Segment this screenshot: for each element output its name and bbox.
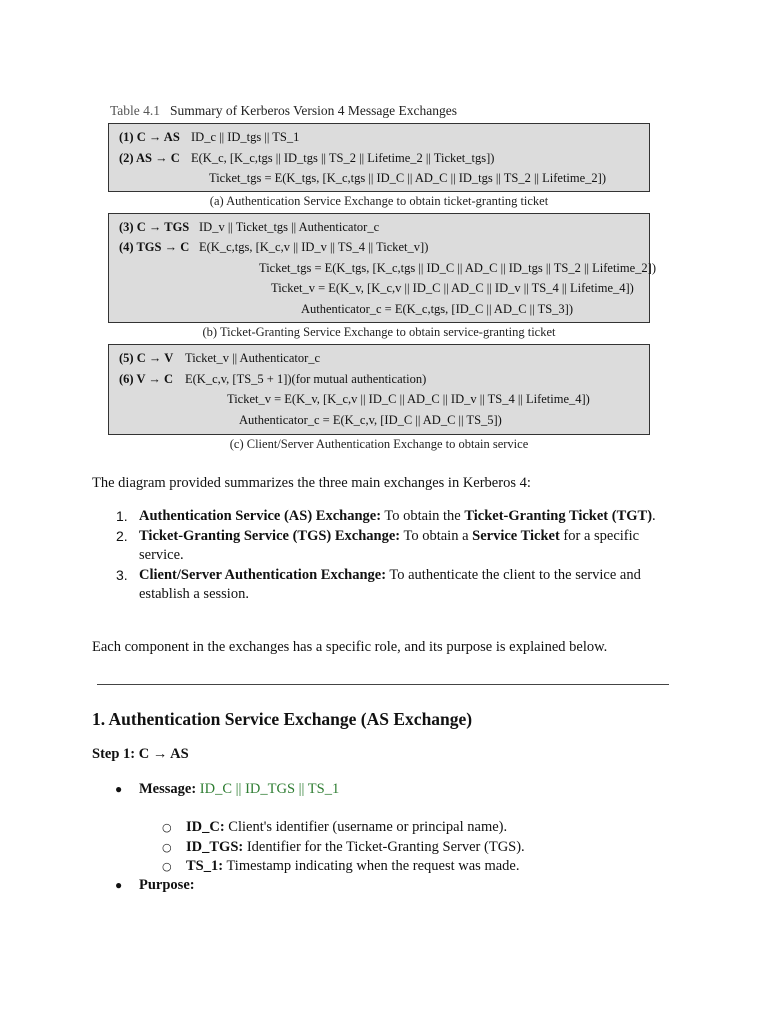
step-tail: for a specific service.	[139, 527, 640, 563]
horizontal-divider	[97, 684, 669, 685]
step-title: Ticket-Granting Service (TGS) Exchange:	[139, 527, 401, 544]
list-number: 2.	[116, 527, 128, 544]
circle-bullet-icon: ○	[162, 841, 172, 854]
list-item	[92, 507, 682, 527]
list-item	[162, 838, 525, 858]
message-bullet	[115, 780, 340, 800]
kerberos-table-figure	[108, 103, 656, 456]
step-text: To obtain a	[400, 527, 473, 544]
list-item	[92, 527, 682, 566]
table-title: Summary of Kerberos Version 4 Message Exchanges	[170, 103, 457, 118]
exchange-box-c	[108, 344, 650, 435]
term-description: Timestamp indicating when the request was made.	[223, 858, 520, 874]
step-tail: .	[652, 508, 656, 524]
term-description: Identifier for the Ticket-Granting Server (TGS).	[243, 839, 525, 855]
box-b-row1-label: (3) C → TGS	[119, 219, 190, 234]
box-c-row1-message: Ticket_v || Authenticator_c	[185, 351, 321, 365]
box-b-row2-message: E(K_c,tgs, [K_c,v || ID_v || TS_4 || Ticket_v])	[199, 240, 429, 254]
circle-bullet-icon: ○	[162, 821, 172, 834]
exchange-box-b	[108, 213, 656, 324]
step-emphasis: Service Ticket	[472, 527, 560, 544]
box-b-row5-message: Authenticator_c = E(K_c,tgs, [ID_C || AD_C || TS_3])	[301, 301, 573, 316]
box-a-row1-label: (1) C → AS	[119, 130, 180, 144]
step-text: To authenticate the client to the service and establish a session.	[139, 566, 641, 602]
purpose-bullet	[115, 876, 195, 896]
box-b-row3-message: Ticket_tgs = E(K_tgs, [K_c,tgs || ID_C || AD_C || ID_tgs || TS_2 || Lifetime_2])	[259, 260, 656, 275]
intro-paragraph: The diagram provided summarizes the three main exchanges in Kerberos 4:	[92, 475, 531, 491]
message-value: ID_C || ID_TGS || TS_1	[199, 781, 340, 797]
box-a-row2-message: E(K_c, [K_c,tgs || ID_tgs || TS_2 || Lifetime_2 || Ticket_tgs])	[191, 150, 495, 165]
component-explanation-paragraph: Each component in the exchanges has a specific role, and its purpose is explained below.	[92, 639, 608, 655]
step-title: Client/Server Authentication Exchange:	[139, 566, 387, 583]
term-description: Client's identifier (username or principal name).	[224, 819, 508, 835]
box-c-row2-message: E(K_c,v, [TS_5 + 1])(for mutual authentication)	[185, 371, 427, 386]
box-a-caption: (a) Authentication Service Exchange to obtain ticket-granting ticket	[209, 193, 549, 208]
table-caption	[110, 103, 650, 121]
box-a-row2-label: (2) AS → C	[119, 150, 180, 165]
box-c-row1-label: (5) C → V	[119, 351, 174, 365]
exchange-steps-list	[92, 507, 682, 605]
box-c-row3-message: Ticket_v = E(K_v, [K_c,v || ID_C || AD_C || ID_v || TS_4 || Lifetime_4])	[227, 392, 590, 406]
step-title: Authentication Service (AS) Exchange:	[139, 508, 382, 524]
box-b-caption: (b) Ticket-Granting Service Exchange to obtain service-granting ticket	[202, 325, 556, 339]
box-a-row3-message: Ticket_tgs = E(K_tgs, [K_c,tgs || ID_C || AD_C || ID_tgs || TS_2 || Lifetime_2])	[209, 171, 606, 185]
bullet-icon: ●	[115, 878, 123, 892]
message-label: Message:	[139, 781, 197, 797]
purpose-label: Purpose:	[139, 877, 195, 893]
step-text: To obtain the	[381, 508, 465, 524]
box-c-row2-label: (6) V → C	[119, 371, 174, 386]
list-item	[162, 857, 520, 877]
bullet-icon: ●	[115, 782, 123, 796]
term: ID_C:	[186, 819, 225, 835]
exchange-box-a	[108, 123, 650, 192]
box-c-caption: (c) Client/Server Authentication Exchange to obtain service	[229, 437, 529, 451]
box-b-row4-message: Ticket_v = E(K_v, [K_c,v || ID_C || AD_C || ID_v || TS_4 || Lifetime_4])	[271, 281, 634, 295]
table-number: Table 4.1	[110, 103, 161, 118]
step-emphasis: Ticket-Granting Ticket (TGT)	[464, 508, 653, 524]
term: TS_1:	[186, 858, 224, 874]
list-number: 1.	[116, 508, 128, 524]
section-heading: 1. Authentication Service Exchange (AS Exchange)	[92, 709, 473, 729]
circle-bullet-icon: ○	[162, 860, 172, 873]
box-b-row2-label: (4) TGS → C	[119, 240, 190, 254]
list-number: 3.	[116, 566, 128, 583]
box-b-row1-message: ID_v || Ticket_tgs || Authenticator_c	[199, 219, 380, 234]
box-c-row4-message: Authenticator_c = E(K_c,v, [ID_C || AD_C || TS_5])	[239, 412, 502, 427]
box-a-row1-message: ID_c || ID_tgs || TS_1	[191, 130, 300, 144]
term: ID_TGS:	[186, 839, 244, 855]
step1-heading: Step 1: C → AS	[92, 746, 189, 762]
list-item	[92, 566, 682, 605]
list-item	[162, 818, 508, 838]
